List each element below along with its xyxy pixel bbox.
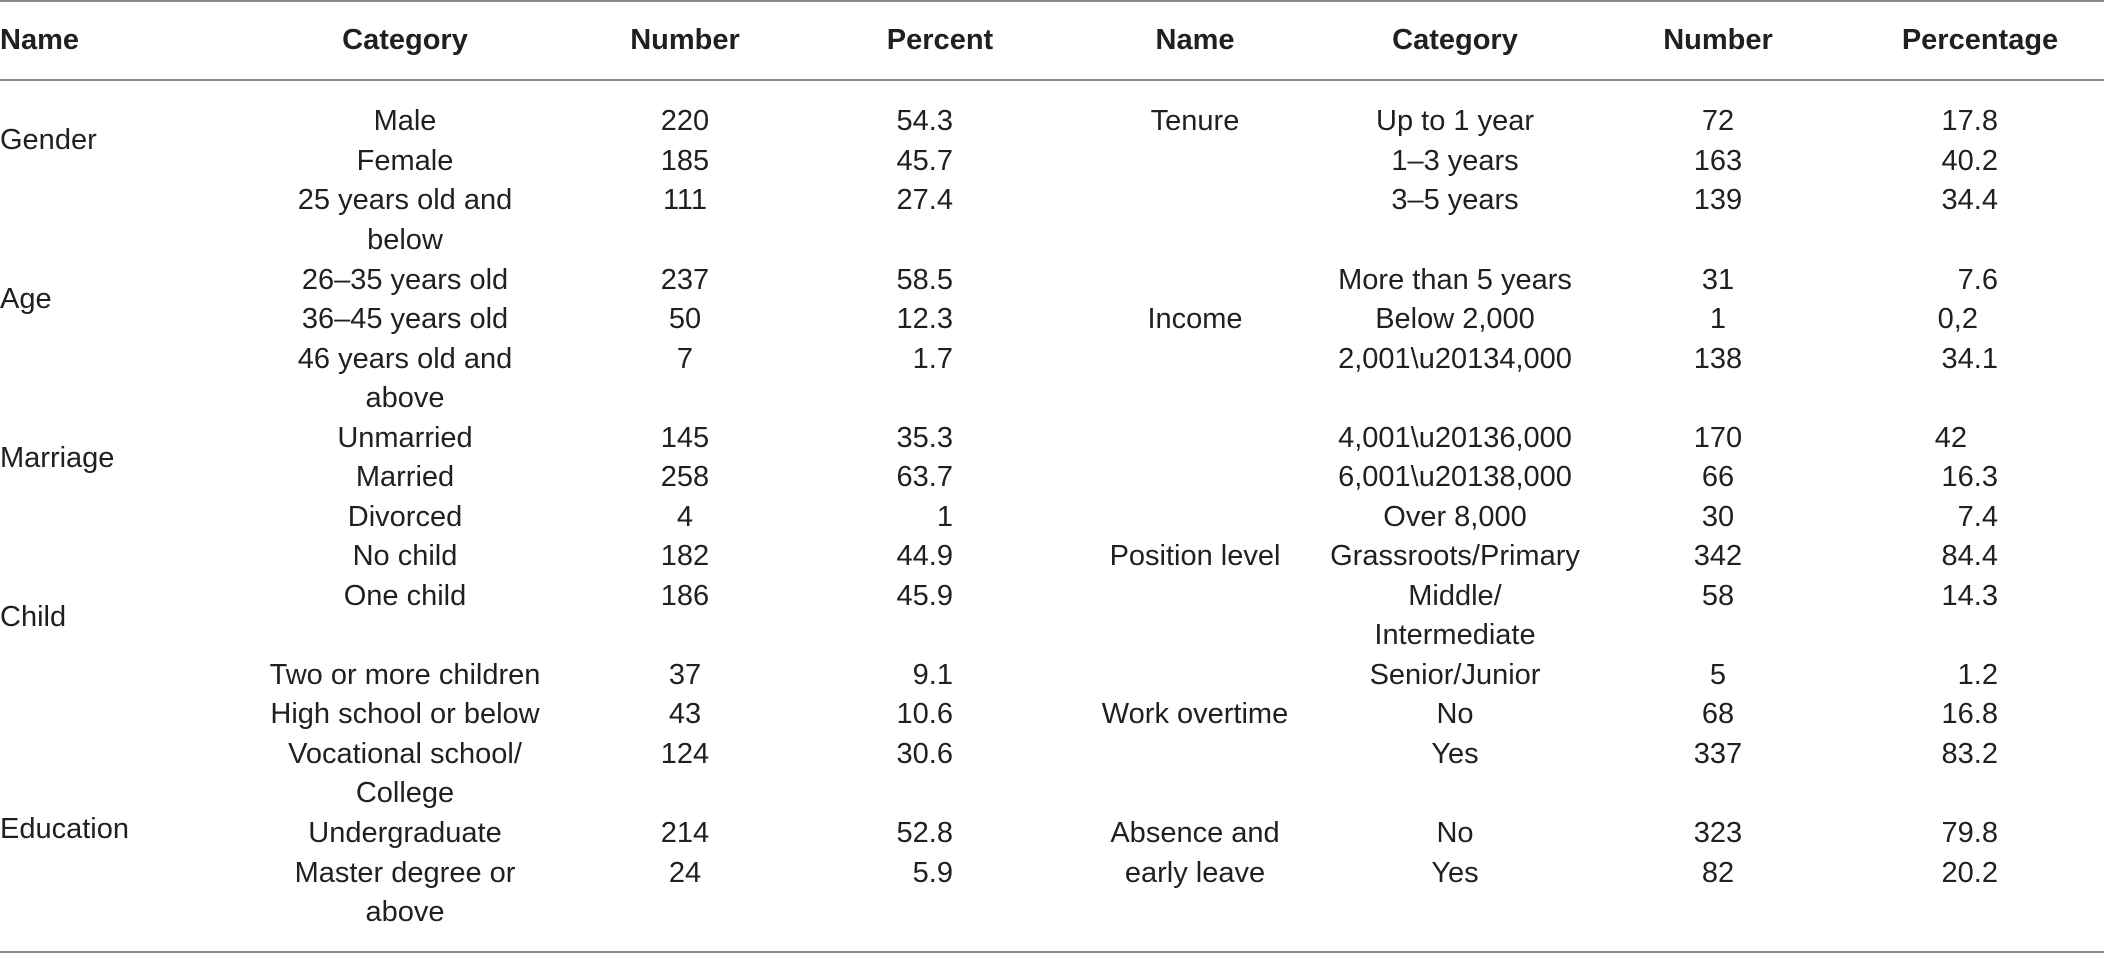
group-name-work-overtime: Work overtime (1101, 698, 1289, 730)
table-top-rule (0, 0, 2104, 2)
right-percentage-cell: 84.4 (1941, 540, 1998, 572)
left-category-cell: Unmarried (337, 422, 473, 454)
group-name-gender: Gender (0, 124, 97, 156)
left-category-cell: Married (355, 461, 455, 493)
group-name-position-level: Position level (1109, 540, 1281, 572)
right-number-cell: 138 (1693, 343, 1743, 375)
left-category-cell: One child (343, 580, 467, 612)
right-category-cell-line-2: Intermediate (1374, 619, 1536, 651)
left-number-cell: 37 (668, 659, 702, 691)
header-left-category: Category (342, 24, 468, 56)
left-category-cell: 46 years old and (297, 343, 513, 375)
left-percent-cell: 44.9 (896, 540, 953, 572)
header-right-name: Name (1155, 24, 1235, 56)
left-number-cell: 186 (660, 580, 710, 612)
left-percent-cell: 1.7 (912, 343, 953, 375)
left-percent-cell: 63.7 (896, 461, 953, 493)
left-number-cell: 185 (660, 145, 710, 177)
right-percentage-cell: 16.3 (1941, 461, 1998, 493)
table-bottom-rule (0, 951, 2104, 953)
group-name-absence-line-2: early leave (1124, 857, 1266, 889)
right-percentage-cell: 34.1 (1941, 343, 1998, 375)
header-right-percentage: Percentage (1901, 24, 2059, 56)
right-number-cell: 66 (1701, 461, 1735, 493)
right-category-cell: 1–3 years (1391, 145, 1519, 177)
left-percent-cell: 30.6 (896, 738, 953, 770)
left-percent-cell: 58.5 (896, 264, 953, 296)
left-percent-cell: 27.4 (896, 184, 953, 216)
group-name-marriage: Marriage (0, 442, 115, 474)
left-category-cell: 25 years old and (297, 184, 513, 216)
header-left-name: Name (0, 24, 79, 56)
right-category-cell: Yes (1431, 738, 1479, 770)
left-category-cell: Divorced (347, 501, 463, 533)
left-percent-cell: 5.9 (912, 857, 953, 889)
right-category-cell: Yes (1431, 857, 1479, 889)
left-number-cell: 220 (660, 105, 710, 137)
right-category-cell: No (1436, 817, 1474, 849)
left-number-cell: 124 (660, 738, 710, 770)
right-number-cell: 82 (1701, 857, 1735, 889)
left-number-cell: 145 (660, 422, 710, 454)
left-number-cell: 50 (668, 303, 702, 335)
left-category-cell-line-2: College (355, 777, 455, 809)
left-percent-cell: 52.8 (896, 817, 953, 849)
left-percent-cell: 9.1 (912, 659, 953, 691)
right-category-cell: Below 2,000 (1375, 303, 1535, 335)
left-percent-cell: 1 (936, 501, 953, 533)
right-percentage-cell: 20.2 (1941, 857, 1998, 889)
left-number-cell: 4 (676, 501, 694, 533)
right-percentage-cell: 16.8 (1941, 698, 1998, 730)
left-number-cell: 182 (660, 540, 710, 572)
group-name-income: Income (1147, 303, 1243, 335)
left-percent-cell: 45.9 (896, 580, 953, 612)
group-name-absence-line-1: Absence and (1110, 817, 1280, 849)
left-category-cell: 36–45 years old (301, 303, 509, 335)
right-category-cell: 2,001\u20134,000 (1338, 343, 1572, 375)
left-category-cell-line-2: above (365, 382, 445, 414)
right-percentage-cell: 1.2 (1957, 659, 1998, 691)
left-category-cell: Undergraduate (308, 817, 502, 849)
left-number-cell: 237 (660, 264, 710, 296)
right-number-cell: 31 (1701, 264, 1735, 296)
right-number-cell: 170 (1693, 422, 1743, 454)
right-number-cell: 58 (1701, 580, 1735, 612)
right-category-cell: Over 8,000 (1383, 501, 1527, 533)
group-name-age: Age (0, 283, 52, 315)
right-percentage-cell: 7.4 (1957, 501, 1998, 533)
left-category-cell-line-2: above (365, 896, 445, 928)
left-percent-cell: 35.3 (896, 422, 953, 454)
group-name-child: Child (0, 601, 67, 633)
right-category-cell: 6,001\u20138,000 (1338, 461, 1572, 493)
right-number-cell: 342 (1693, 540, 1743, 572)
left-number-cell: 24 (668, 857, 702, 889)
right-category-cell: Middle/ (1408, 580, 1502, 612)
left-number-cell: 214 (660, 817, 710, 849)
right-category-cell: Grassroots/Primary (1330, 540, 1580, 572)
left-number-cell: 43 (668, 698, 702, 730)
right-percentage-cell: 34.4 (1941, 184, 1998, 216)
left-category-cell-line-2: below (367, 224, 443, 256)
left-percent-cell: 54.3 (896, 105, 953, 137)
right-number-cell: 163 (1693, 145, 1743, 177)
right-number-cell: 30 (1701, 501, 1735, 533)
header-right-number: Number (1663, 24, 1773, 56)
left-number-cell: 258 (660, 461, 710, 493)
left-category-cell: Two or more children (269, 659, 541, 691)
left-category-cell: High school or below (270, 698, 540, 730)
right-percentage-cell: 0,2 (1937, 303, 1978, 335)
right-number-cell: 139 (1693, 184, 1743, 216)
right-category-cell: 4,001\u20136,000 (1338, 422, 1572, 454)
header-left-number: Number (630, 24, 740, 56)
right-percentage-cell: 83.2 (1941, 738, 1998, 770)
right-number-cell: 1 (1709, 303, 1727, 335)
right-category-cell: No (1436, 698, 1474, 730)
table-header-rule (0, 79, 2104, 81)
group-name-tenure: Tenure (1150, 105, 1240, 137)
right-percentage-cell: 17.8 (1941, 105, 1998, 137)
right-number-cell: 337 (1693, 738, 1743, 770)
left-percent-cell: 45.7 (896, 145, 953, 177)
right-percentage-cell: 40.2 (1941, 145, 1998, 177)
left-category-cell: 26–35 years old (301, 264, 509, 296)
right-category-cell: Senior/Junior (1369, 659, 1541, 691)
header-right-category: Category (1392, 24, 1518, 56)
left-category-cell: Vocational school/ (288, 738, 522, 770)
left-percent-cell: 10.6 (896, 698, 953, 730)
right-percentage-cell: 7.6 (1957, 264, 1998, 296)
right-percentage-cell: 79.8 (1941, 817, 1998, 849)
right-percentage-cell: 42 (1934, 422, 1967, 454)
right-category-cell: More than 5 years (1338, 264, 1572, 296)
right-number-cell: 5 (1709, 659, 1727, 691)
left-percent-cell: 12.3 (896, 303, 953, 335)
left-category-cell: No child (352, 540, 458, 572)
right-percentage-cell: 14.3 (1941, 580, 1998, 612)
left-number-cell: 7 (676, 343, 694, 375)
left-number-cell: 111 (662, 184, 708, 216)
left-category-cell: Female (356, 145, 454, 177)
right-number-cell: 68 (1701, 698, 1735, 730)
left-category-cell: Male (373, 105, 437, 137)
right-category-cell: 3–5 years (1391, 184, 1519, 216)
right-number-cell: 323 (1693, 817, 1743, 849)
right-category-cell: Up to 1 year (1376, 105, 1534, 137)
right-number-cell: 72 (1701, 105, 1735, 137)
header-left-percent: Percent (886, 24, 994, 56)
left-category-cell: Master degree or (294, 857, 516, 889)
group-name-education: Education (0, 813, 129, 845)
